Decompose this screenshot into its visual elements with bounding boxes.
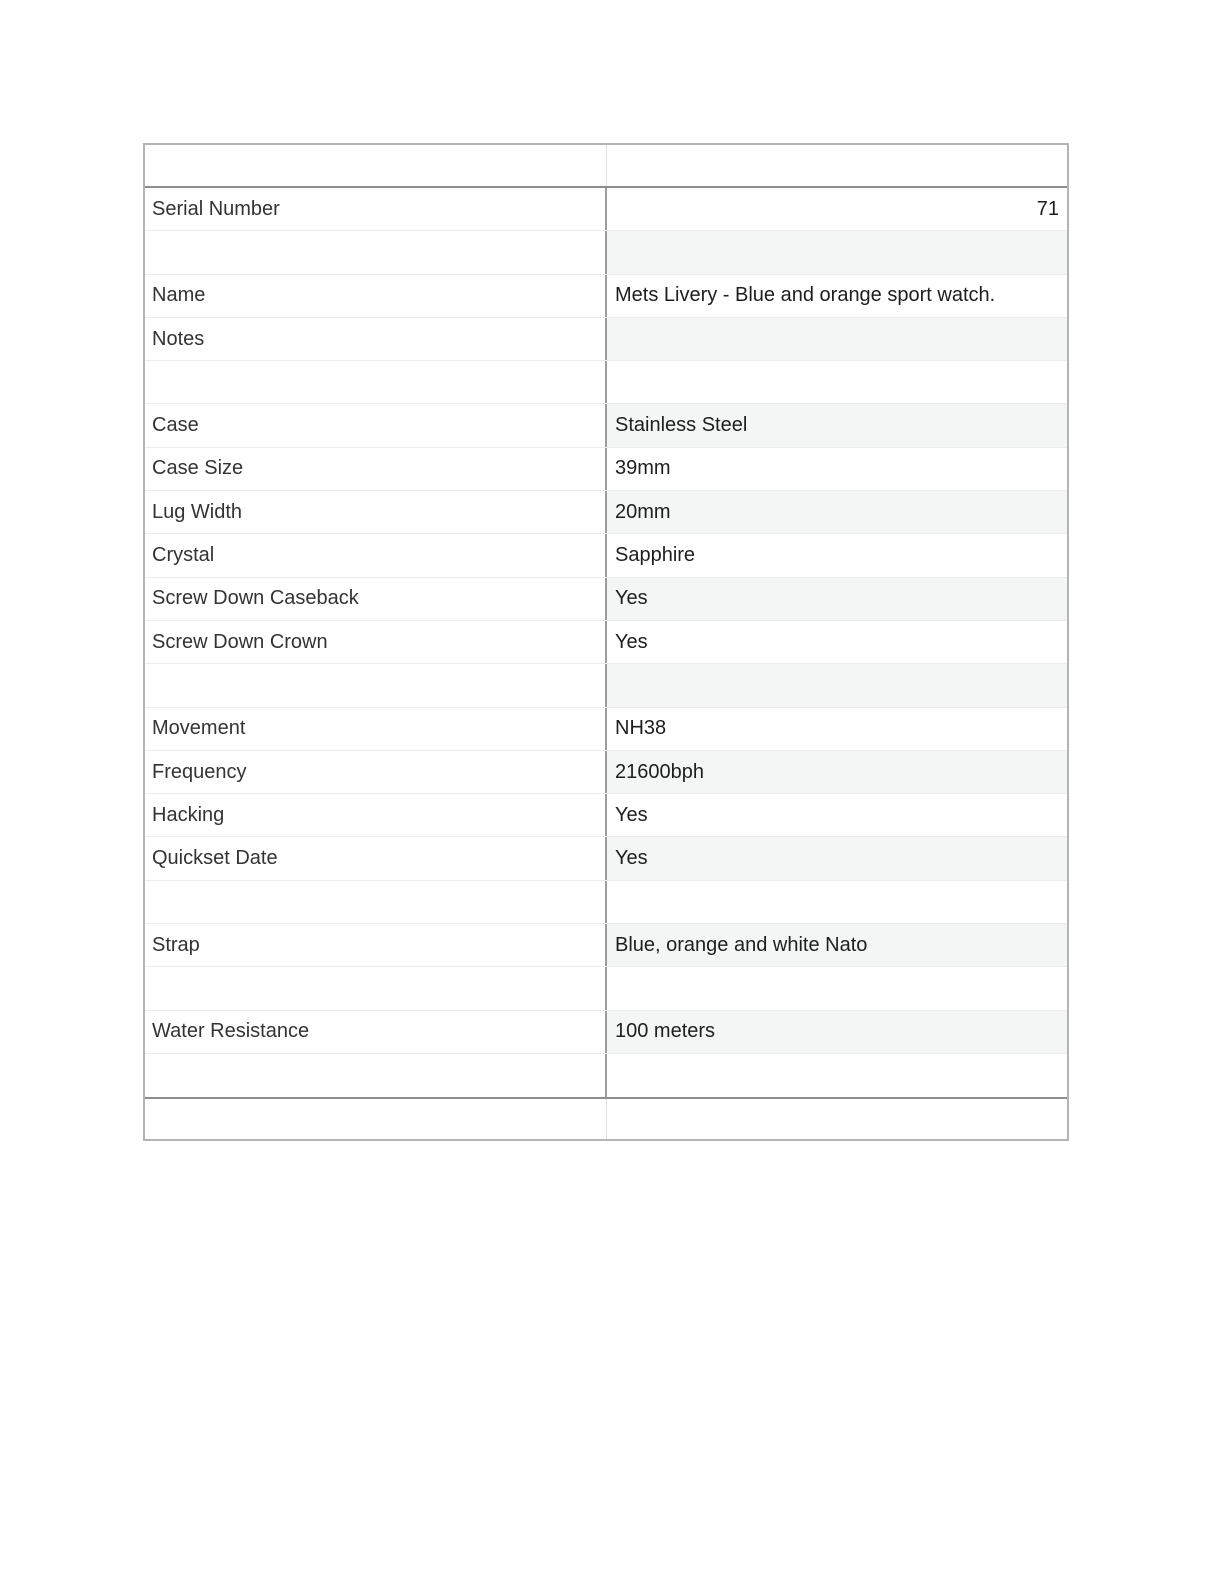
row-label xyxy=(145,231,607,273)
row-value xyxy=(607,1054,1067,1097)
table-row xyxy=(145,708,1067,751)
header-cell-label xyxy=(145,145,607,186)
row-value xyxy=(607,967,1067,1009)
row-value xyxy=(607,361,1067,403)
row-label xyxy=(145,967,607,1009)
table-row xyxy=(145,578,1067,621)
table-row xyxy=(145,751,1067,794)
table-row xyxy=(145,621,1067,664)
table-row xyxy=(145,1011,1067,1054)
row-label: Notes xyxy=(145,318,607,360)
row-value xyxy=(607,664,1067,706)
table-row xyxy=(145,318,1067,361)
row-label: Movement xyxy=(145,708,607,750)
row-value: 20mm xyxy=(607,491,1067,533)
row-value: Stainless Steel xyxy=(607,404,1067,446)
row-label: Strap xyxy=(145,924,607,966)
row-value: Yes xyxy=(607,578,1067,620)
row-value xyxy=(607,318,1067,360)
table-row xyxy=(145,1054,1067,1097)
row-label: Water Resistance xyxy=(145,1011,607,1053)
table-row xyxy=(145,837,1067,880)
row-value: 39mm xyxy=(615,457,671,480)
table-row xyxy=(145,794,1067,837)
row-value: Sapphire xyxy=(615,544,696,567)
footer-cell-label xyxy=(145,1099,607,1139)
row-label: Serial Number xyxy=(145,188,607,230)
row-label: Case Size xyxy=(145,448,607,490)
row-value: Yes xyxy=(615,630,648,653)
footer-cell-value xyxy=(607,1099,1067,1139)
row-value xyxy=(607,231,1067,273)
table-row xyxy=(145,664,1067,707)
table-body xyxy=(145,188,1067,1097)
row-value: 21600bph xyxy=(607,751,1067,793)
header-cell-value xyxy=(607,145,1067,186)
row-value: 100 meters xyxy=(607,1011,1067,1053)
row-value xyxy=(607,881,1067,923)
row-value: Yes xyxy=(607,837,1067,879)
row-label xyxy=(145,664,607,706)
table-row xyxy=(145,275,1067,318)
row-value: NH38 xyxy=(615,717,667,740)
row-label: Lug Width xyxy=(145,491,607,533)
table-row xyxy=(145,881,1067,924)
row-label xyxy=(145,361,607,403)
row-label: Crystal xyxy=(145,534,607,576)
row-label: Screw Down Crown xyxy=(145,621,607,663)
table-row xyxy=(145,534,1067,577)
row-value: Blue, orange and white Nato xyxy=(607,924,1067,966)
table-row xyxy=(145,924,1067,967)
row-value: Mets Livery - Blue and orange sport watch. xyxy=(615,284,996,307)
row-label: Frequency xyxy=(145,751,607,793)
row-label: Quickset Date xyxy=(145,837,607,879)
row-label: Case xyxy=(145,404,607,446)
table-row xyxy=(145,448,1067,491)
row-label: Hacking xyxy=(145,794,607,836)
table-footer-row xyxy=(145,1097,1067,1139)
table-row xyxy=(145,491,1067,534)
row-label: Screw Down Caseback xyxy=(145,578,607,620)
row-value: 71 xyxy=(1036,197,1059,220)
row-label xyxy=(145,881,607,923)
table-row xyxy=(145,188,1067,231)
table-row xyxy=(145,967,1067,1010)
table-row xyxy=(145,361,1067,404)
table-header-row xyxy=(145,145,1067,188)
row-label xyxy=(145,1054,607,1097)
row-value: Yes xyxy=(615,803,648,826)
table-row xyxy=(145,231,1067,274)
row-label: Name xyxy=(145,275,607,317)
table-row xyxy=(145,404,1067,447)
spec-table xyxy=(143,143,1069,1141)
